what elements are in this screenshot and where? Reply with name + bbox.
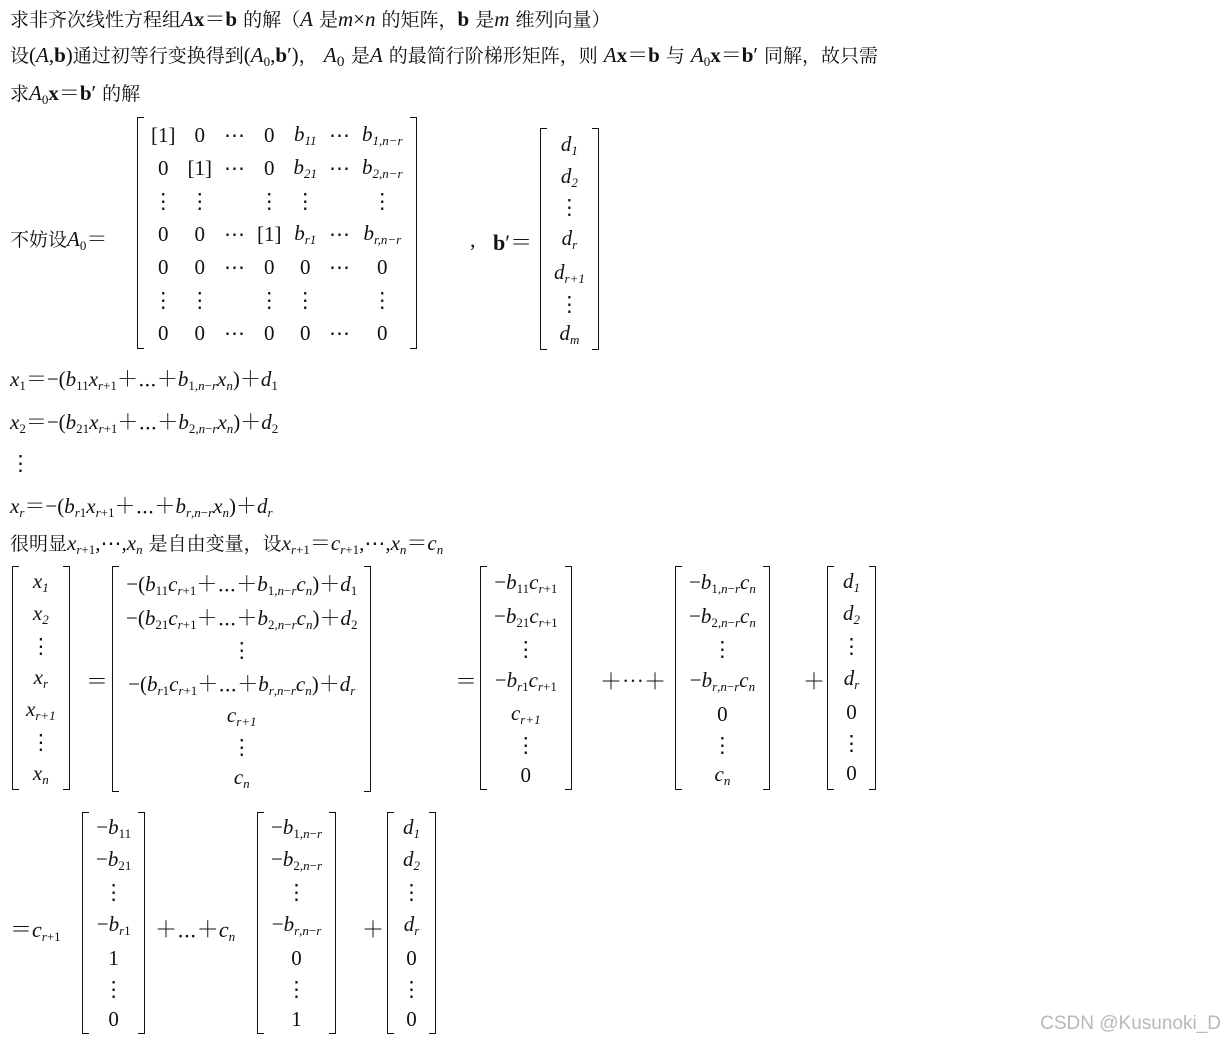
- vector-d-col-2: $d_1$ $d_2$ ⋮ $d_r$ 0 ⋮ 0: [387, 812, 436, 1034]
- vector-b-prime: $d_1$ $d_2$ ⋮ $d_r$ $d_{r+1}$ ⋮ $d_m$: [540, 128, 599, 350]
- line-1: 求非齐次线性方程组Ax＝b 的解（A 是m×n 的矩阵，b 是m 维列向量）: [10, 7, 611, 31]
- line-3: 求$A_0x=b'$ 的解: [10, 81, 141, 107]
- free-vars-line: 很明显$x_{r+1},\cdots,x_n$ 是自由变量，设$x_{r+1}=c_{r+1},\cdots,x_n=c_n$: [10, 531, 444, 557]
- watermark: CSDN @Kusunoki_D: [1040, 1013, 1221, 1034]
- plus-1: ＋: [803, 669, 826, 694]
- vector-x: $x_1$ $x_2$ ⋮ $x_r$ $x_{r+1}$ ⋮ $x_n$: [12, 566, 70, 790]
- line-2: 设(A,b)通过初等行变换得到$(A_0,b')$， $A_0$ 是A 的最简行阶梯形矩阵，则 Ax＝b 与 $A_0x=b'$ 同解，故只需: [10, 43, 879, 70]
- basis-vector-n: $-b_{1,n-r}$ $-b_{2,n-r}$ ⋮ $-b_{r,n-r}$ 0 ⋮ 1: [257, 812, 336, 1034]
- comma: ,: [470, 227, 476, 252]
- plus-dots-2: $+\cdots+c_n$: [155, 917, 236, 944]
- equals-1: ＝: [86, 669, 109, 694]
- eq-x2: $x_2=-(b_{21}x_{r+1}+\cdots+b_{2,n-r}x_n)+d_2$: [10, 410, 279, 436]
- eq-x1: $x_1=-(b_{11}x_{r+1}+\cdots+b_{1,n-r}x_n)+d_1$: [10, 367, 278, 393]
- plus-2: ＋: [362, 917, 385, 942]
- matrix-a0: [1] 0 ⋯ 0 $b_{11}$ ⋯ $b_{1,n-r}$ 0 [1] ⋯ 0 $b_{21}$ ⋯ $b_{2,n-r}$ ⋮ ⋮ ⋮ ⋮ ⋮ 0 0 ⋯ [1] $b_{r1}$ ⋯ $b_{r,n-r}$ 0 0 ⋯ 0 0 ⋯ 0 ⋮ ⋮ ⋮ ⋮ ⋮ 0 0 ⋯ 0 0 ⋯ 0: [137, 117, 417, 349]
- vector-general: $-(b_{11}c_{r+1}+\cdots+b_{1,n-r}c_n)+d_1$ $-(b_{21}c_{r+1}+\cdots+b_{2,n-r}c_n)+d_2$ ⋮ $-(b_{r1}c_{r+1}+\cdots+b_{r,n-r}c_n)+d_r$ $c_{r+1}$ ⋮ $c_n$: [112, 566, 371, 792]
- eq-xr: $x_r=-(b_{r1}x_{r+1}+\cdots+b_{r,n-r}x_n)+d_r$: [10, 494, 273, 520]
- equals-2: ＝: [455, 669, 478, 694]
- eq-vdots: ⋮: [10, 451, 31, 475]
- plus-dots-1: ＋⋯＋: [600, 669, 667, 694]
- b-prime-label: b′＝: [493, 230, 533, 255]
- vector-d-col-1: $d_1$ $d_2$ ⋮ $d_r$ 0 ⋮ 0: [827, 566, 876, 790]
- a0-label: 不妨设$A_0=$: [10, 227, 108, 253]
- equals-3: $=c_{r+1}$: [10, 917, 61, 944]
- vector-cn-col: $-b_{1,n-r}c_n$ $-b_{2,n-r}c_n$ ⋮ $-b_{r,n-r}c_n$ 0 ⋮ $c_n$: [675, 566, 770, 790]
- vector-cr1-col: $-b_{11}c_{r+1}$ $-b_{21}c_{r+1}$ ⋮ $-b_{r1}c_{r+1}$ $c_{r+1}$ ⋮ 0: [480, 566, 572, 790]
- basis-vector-1: $-b_{11}$ $-b_{21}$ ⋮ $-b_{r1}$ 1 ⋮ 0: [82, 812, 145, 1034]
